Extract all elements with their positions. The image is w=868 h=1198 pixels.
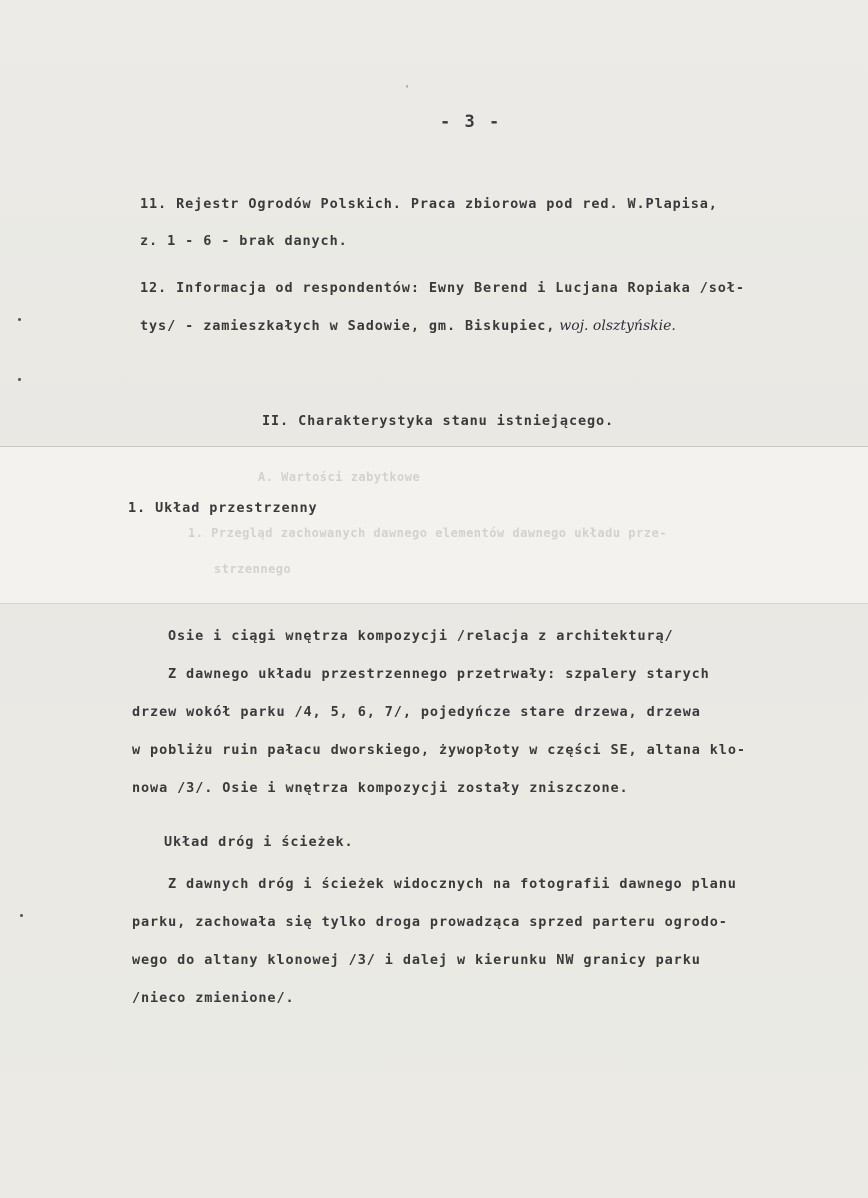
pasted-paper-strip — [0, 446, 868, 604]
margin-speck — [18, 378, 21, 381]
paper-speck: ' — [404, 84, 411, 95]
roads-paragraph-line-4: /nieco zmienione/. — [132, 990, 295, 1006]
bleed-through-line-1: A. Wartości zabytkowe — [258, 470, 421, 484]
page-number: - 3 - — [440, 112, 502, 132]
section-heading: II. Charakterystyka stanu istniejącego. — [262, 413, 615, 429]
subsection-title: 1. Układ przestrzenny — [128, 500, 318, 516]
roads-heading: Układ dróg i ścieżek. — [164, 834, 354, 850]
axes-paragraph-line-2: drzew wokół parku /4, 5, 6, 7/, pojedyńcze stare drzewa, drzewa — [132, 704, 701, 720]
reference-12-line-2 — [140, 318, 676, 334]
axes-paragraph-line-4: nowa /3/. Osie i wnętrza kompozycji zostały zniszczone. — [132, 780, 629, 796]
axes-paragraph-line-3: w pobliżu ruin pałacu dworskiego, żywopłoty w części SE, altana klo- — [132, 742, 746, 758]
roads-paragraph-line-2: parku, zachowała się tylko droga prowadząca sprzed parteru ogrodo- — [132, 914, 728, 930]
reference-12-typed-text: tys/ - zamieszkałych w Sadowie, gm. Biskupiec, — [140, 318, 556, 334]
reference-11-line-1: 11. Rejestr Ogrodów Polskich. Praca zbiorowa pod red. W.Plapisa, — [140, 196, 718, 212]
bleed-through-line-3: strzennego — [214, 562, 292, 576]
bleed-through-line-2: 1. Przegląd zachowanych dawnego elementów dawnego układu prze- — [188, 526, 667, 540]
axes-heading: Osie i ciągi wnętrza kompozycji /relacja z architekturą/ — [168, 628, 674, 644]
reference-12-line-1: 12. Informacja od respondentów: Ewny Berend i Lucjana Ropiaka /soł- — [140, 280, 745, 296]
margin-speck — [20, 914, 23, 917]
roads-paragraph-line-1: Z dawnych dróg i ścieżek widocznych na fotografii dawnego planu — [168, 876, 737, 892]
roads-paragraph-line-3: wego do altany klonowej /3/ i dalej w kierunku NW granicy parku — [132, 952, 701, 968]
reference-11-line-2: z. 1 - 6 - brak danych. — [140, 233, 348, 249]
axes-paragraph-line-1: Z dawnego układu przestrzennego przetrwały: szpalery starych — [168, 666, 710, 682]
handwritten-annotation: woj. olsztyńskie. — [559, 318, 676, 334]
margin-speck — [18, 318, 21, 321]
